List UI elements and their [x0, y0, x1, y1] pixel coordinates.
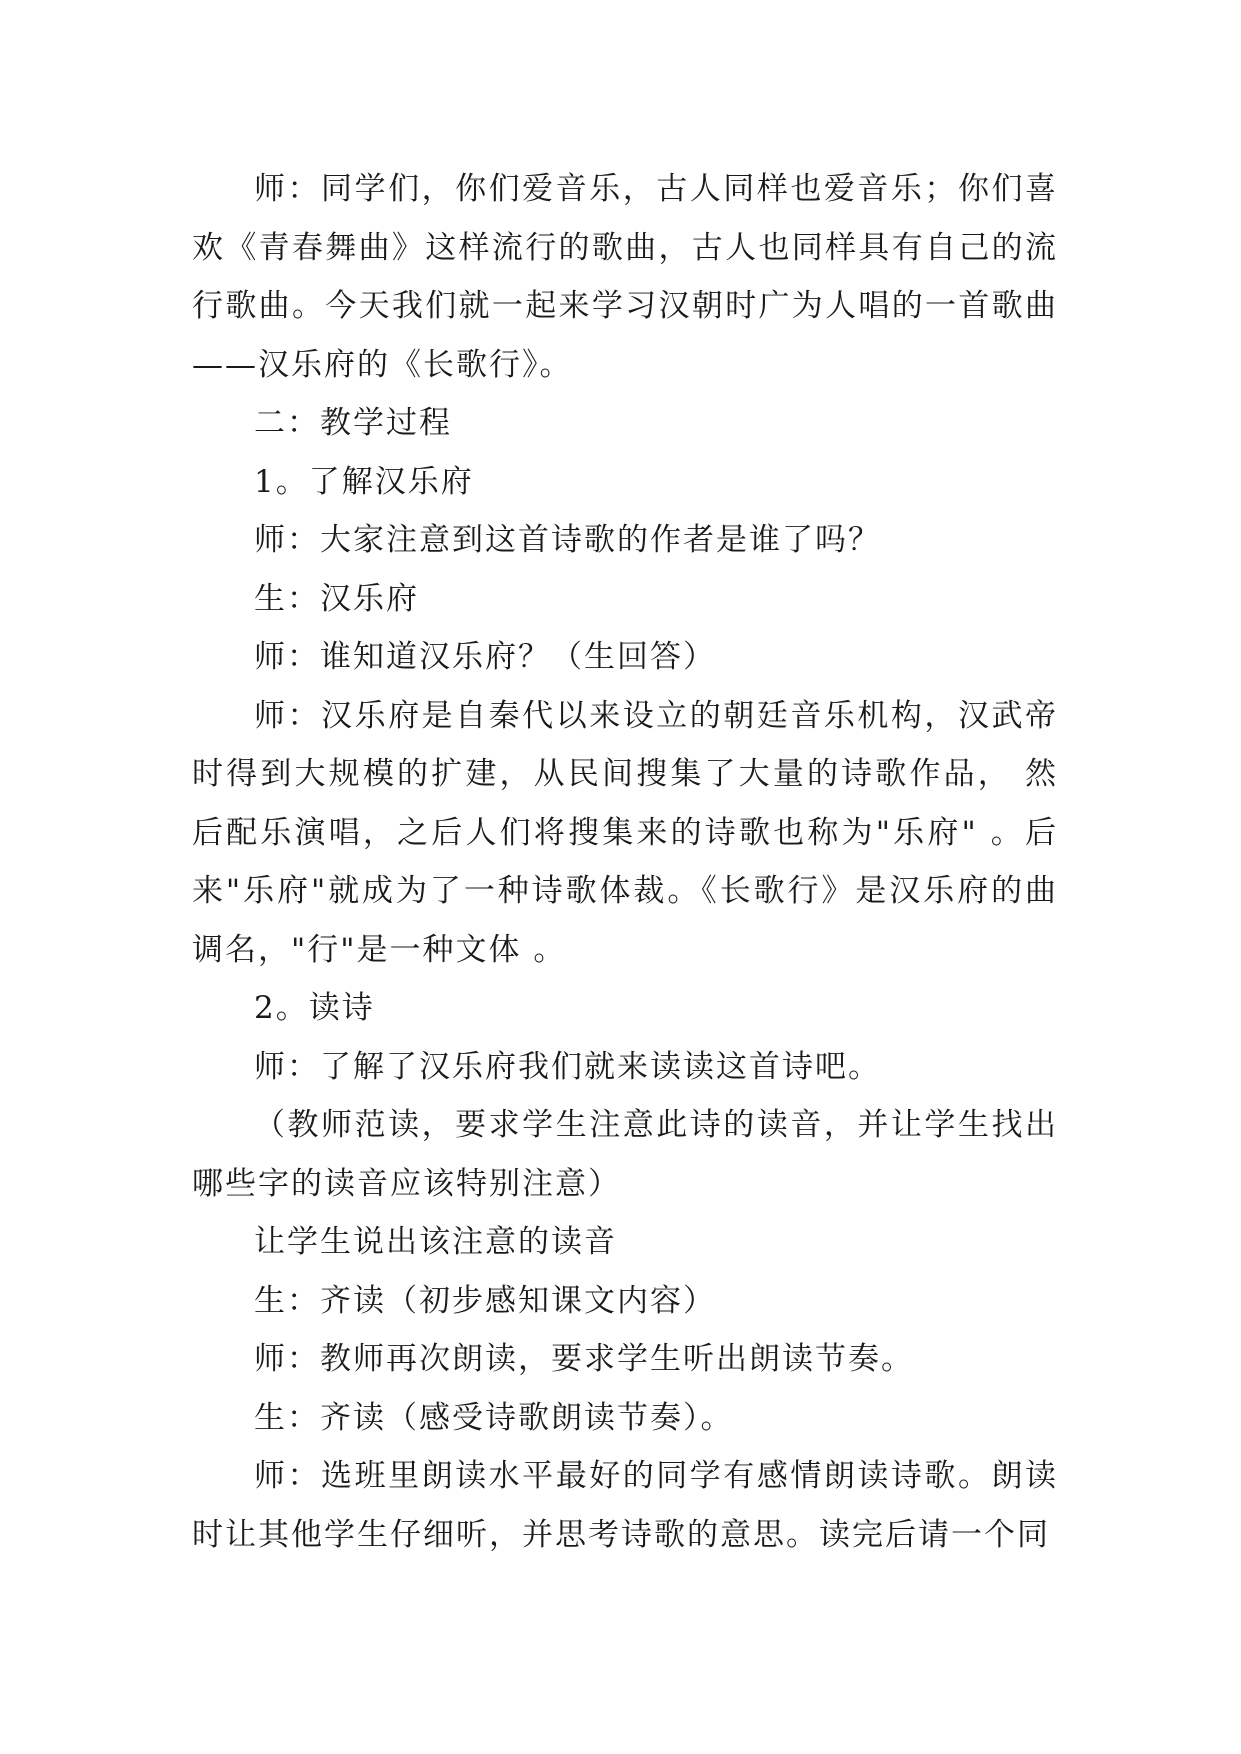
paragraph-yuefu-explanation: 师：汉乐府是自秦代以来设立的朝廷音乐机构，汉武帝时得到大规模的扩建，从民间搜集了大量的诗歌作品， 然后配乐演唱，之后人们将搜集来的诗歌也称为"乐府" 。后来"乐府"就成为了一种诗歌体裁。《长歌行》是汉乐府的曲调名，"行"是一种文体 。: [192, 697, 1058, 968]
section-heading-teaching-process: 二：教学过程: [254, 405, 452, 441]
paragraph-group-read-2: 生：齐读（感受诗歌朗读节奏）。: [254, 1399, 734, 1436]
paragraph-best-reader: 师：选班里朗读水平最好的同学有感情朗读诗歌。朗读时让其他学生仔细听，并思考诗歌的意思。读完后请一个同: [192, 1458, 1058, 1553]
subheading-read-poem: 2。读诗: [254, 990, 375, 1026]
paragraph-demo-reading: （教师范读，要求学生注意此诗的读音，并让学生找出哪些字的读音应该特别注意）: [192, 1107, 1058, 1202]
paragraph-teacher-question: 师：大家注意到这首诗歌的作者是谁了吗？: [254, 522, 881, 558]
paragraph-teacher-ask: 师：谁知道汉乐府？（生回答）: [254, 639, 716, 675]
paragraph-group-read-1: 生：齐读（初步感知课文内容）: [254, 1282, 716, 1319]
paragraph-teacher-read: 师：了解了汉乐府我们就来读读这首诗吧。: [254, 1048, 881, 1085]
paragraph-student-answer: 生：汉乐府: [254, 580, 419, 617]
paragraph-teacher-reread: 师：教师再次朗读，要求学生听出朗读节奏。: [254, 1341, 914, 1377]
document-body: [192, 160, 1058, 1564]
paragraph-intro: 师：同学们，你们爱音乐，古人同样也爱音乐；你们喜欢《青春舞曲》这样流行的歌曲，古人也同样具有自己的流行歌曲。今天我们就一起来学习汉朝时广为人唱的一首歌曲——汉乐府的《长歌行》。: [192, 171, 1058, 383]
subheading-yuefu: 1。了解汉乐府: [254, 463, 474, 500]
paragraph-pronunciation: 让学生说出该注意的读音: [254, 1224, 617, 1260]
